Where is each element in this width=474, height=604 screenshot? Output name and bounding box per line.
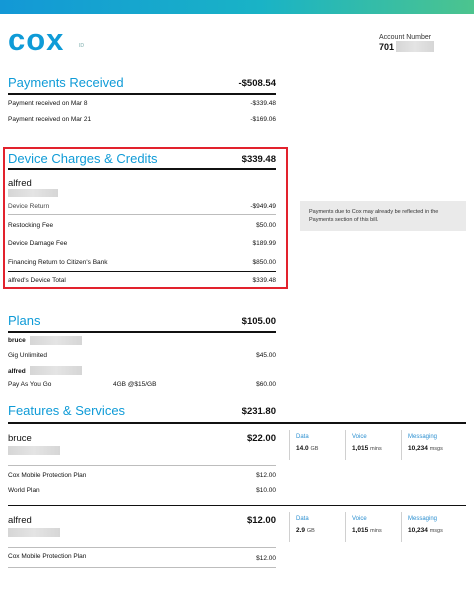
- voice-column-header: Voice: [352, 434, 367, 440]
- column-divider: [289, 430, 290, 460]
- messaging-usage-value: 10,234 msgs: [408, 445, 443, 452]
- plan-label: Gig Unlimited: [8, 352, 48, 359]
- device-divider: [8, 168, 276, 170]
- device-row-amount: $50.00: [256, 222, 276, 229]
- feature-item-amount: $10.00: [256, 487, 276, 494]
- column-divider: [401, 512, 402, 542]
- feature-user-name: bruce: [8, 433, 32, 444]
- feature-user-name: alfred: [8, 515, 32, 526]
- features-section-total: $231.80: [241, 406, 276, 417]
- row-divider: [8, 547, 276, 548]
- plan-amount: $45.00: [256, 352, 276, 359]
- column-divider: [345, 430, 346, 460]
- column-divider: [289, 512, 290, 542]
- plan-detail: 4GB @$15/GB: [113, 381, 157, 388]
- device-row-label: Financing Return to Citizen's Bank: [8, 259, 108, 266]
- data-usage-value: 14.0 GB: [296, 445, 319, 452]
- plan-user-name: bruce: [8, 337, 26, 344]
- device-section-title: Device Charges & Credits: [8, 151, 158, 166]
- redacted-phone-number: [30, 336, 82, 345]
- payments-note: Payments due to Cox may already be reflected in the Payments section of this bill.: [300, 201, 466, 231]
- device-row-label: Device Return: [8, 203, 50, 210]
- plans-section-total: $105.00: [241, 316, 276, 327]
- plans-divider: [8, 331, 276, 333]
- redacted-phone-number: [8, 446, 60, 455]
- data-usage-value: 2.9 GB: [296, 527, 315, 534]
- row-divider: [8, 214, 276, 215]
- voice-column-header: Voice: [352, 516, 367, 522]
- top-brand-bar: [0, 0, 474, 14]
- device-row-amount: $850.00: [252, 259, 276, 266]
- plan-label: Pay As You Go: [8, 381, 52, 388]
- feature-item-label: Cox Mobile Protection Plan: [8, 472, 87, 479]
- user-divider: [8, 505, 466, 506]
- messaging-column-header: Messaging: [408, 516, 438, 522]
- feature-user-amount: $22.00: [246, 433, 276, 444]
- voice-usage-value: 1,015 mins: [352, 445, 382, 452]
- device-total-divider: [8, 271, 276, 272]
- redacted-account-number: [396, 41, 434, 52]
- plan-user-name: alfred: [8, 368, 26, 375]
- device-row-amount: -$949.49: [250, 203, 276, 210]
- device-user-name: alfred: [8, 178, 32, 189]
- plan-amount: $60.00: [256, 381, 276, 388]
- device-total-amount: $339.48: [252, 277, 276, 284]
- payments-section-total: -$508.54: [238, 78, 276, 89]
- payment-row-label: Payment received on Mar 8: [8, 100, 88, 107]
- redacted-phone-number: [8, 528, 60, 537]
- plans-section-title: Plans: [8, 313, 41, 328]
- account-number-label: Account Number: [379, 34, 432, 41]
- feature-item-amount: $12.00: [256, 472, 276, 479]
- payment-row-label: Payment received on Mar 21: [8, 116, 92, 123]
- cox-logo: cox: [8, 22, 65, 57]
- device-row-amount: $189.99: [252, 240, 276, 247]
- feature-item-label: World Plan: [8, 487, 40, 494]
- logo-mark: ID: [79, 43, 84, 49]
- row-divider: [8, 465, 276, 466]
- data-column-header: Data: [296, 516, 309, 522]
- device-total-label: alfred's Device Total: [8, 277, 66, 284]
- voice-usage-value: 1,015 mins: [352, 527, 382, 534]
- device-row-label: Device Damage Fee: [8, 240, 68, 247]
- redacted-phone-number: [8, 189, 58, 197]
- column-divider: [345, 512, 346, 542]
- data-column-header: Data: [296, 434, 309, 440]
- feature-item-label: Cox Mobile Protection Plan: [8, 553, 87, 560]
- messaging-usage-value: 10,234 msgs: [408, 527, 443, 534]
- payments-divider: [8, 93, 276, 95]
- row-divider: [8, 567, 276, 568]
- payments-section-title: Payments Received: [8, 75, 124, 90]
- feature-user-amount: $12.00: [246, 515, 276, 526]
- device-row-label: Restocking Fee: [8, 222, 54, 229]
- payment-row-amount: -$339.48: [250, 100, 276, 107]
- payment-row-amount: -$169.06: [250, 116, 276, 123]
- column-divider: [401, 430, 402, 460]
- feature-item-amount: $12.00: [256, 555, 276, 562]
- features-section-title: Features & Services: [8, 403, 126, 418]
- account-number-value: 701: [379, 42, 395, 52]
- features-divider: [8, 422, 466, 424]
- redacted-phone-number: [30, 366, 82, 375]
- device-section-total: $339.48: [241, 154, 276, 165]
- messaging-column-header: Messaging: [408, 434, 438, 440]
